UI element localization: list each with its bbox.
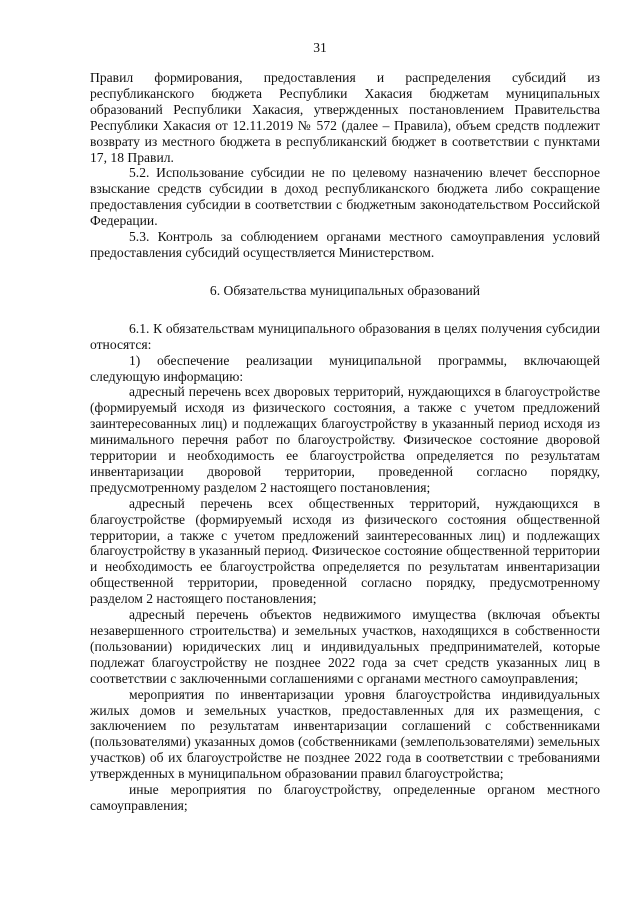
paragraph-inventory-measures: мероприятия по инвентаризации уровня благоустройства индивидуальных жилых домов и земельных участков, предоставленных для их размещения, с заключением по результатам инвентаризации соглашений с собственниками (пользователями) указанных домов (собственниками (землепользователями) земельных участков) об их благоустройстве не позднее 2022 года в соответствии с требованиями утвержденных в муниципальном образовании правил благоустройства; xyxy=(90,686,600,782)
paragraph-5-3: 5.3. Контроль за соблюдением органами местного самоуправления условий предоставления субсидий осуществляется Министерством. xyxy=(90,229,600,260)
paragraph-rules-continuation: Правил формирования, предоставления и распределения субсидий из республиканского бюджета Республики Хакасия бюджетам муниципальных образований Республики Хакасия, утвержденных постановлением Правительства Республики Хакасия от 12.11.2019 № 572 (далее – Правила), объем средств подлежит возврату из местного бюджета в республиканский бюджет в соответствии с пунктами 17, 18 Правил. xyxy=(90,70,600,165)
paragraph-5-2: 5.2. Использование субсидии не по целевому назначению влечет бесспорное взыскание средств субсидии в доход республиканского бюджета либо сокращение предоставления субсидии в соответствии с бюджетным законодательством Российской Федерации. xyxy=(90,165,600,229)
paragraph-item-1: 1) обеспечение реализации муниципальной программы, включающей следующую информацию: xyxy=(90,352,600,384)
paragraph-public-territories-list: адресный перечень всех общественных территорий, нуждающихся в благоустройстве (формируемый исходя из физического состояния общественной территории, а также с учетом предложений заинтересованных лиц) и подлежащих благоустройству в указанный период. Физическое состояние общественной территории и необходимость ее благоустройства определяется по результатам инвентаризации общественной территории, проведенной согласно порядку, предусмотренному разделом 2 настоящего постановления; xyxy=(90,495,600,607)
document-body xyxy=(90,70,600,814)
paragraph-6-1: 6.1. К обязательствам муниципального образования в целях получения субсидии относятся: xyxy=(90,320,600,352)
paragraph-other-measures: иные мероприятия по благоустройству, определенные органом местного самоуправления; xyxy=(90,782,600,813)
section-heading: 6. Обязательства муниципальных образований xyxy=(209,282,481,298)
paragraph-courtyard-list: адресный перечень всех дворовых территорий, нуждающихся в благоустройстве (формируемый исходя из физического состояния, а также с учетом предложений заинтересованных лиц) и подлежащих благоустройству в указанный период исходя из минимального перечня работ по благоустройству. Физическое состояние дворовой территории и необходимость ее благоустройства определяется по результатам инвентаризации дворовой территории, проведенной согласно порядку, предусмотренному разделом 2 настоящего постановления; xyxy=(90,384,600,495)
page-number: 31 xyxy=(313,40,327,55)
paragraph-real-estate-list: адресный перечень объектов недвижимого имущества (включая объекты незавершенного строительства) и земельных участков, находящихся в собственности (пользовании) юридических лиц и индивидуальных предпринимателей, которые подлежат благоустройству не позднее 2022 года за счет средств указанных лиц в соответствии с заключенными соглашениями с органами местного самоуправления; xyxy=(90,607,600,686)
